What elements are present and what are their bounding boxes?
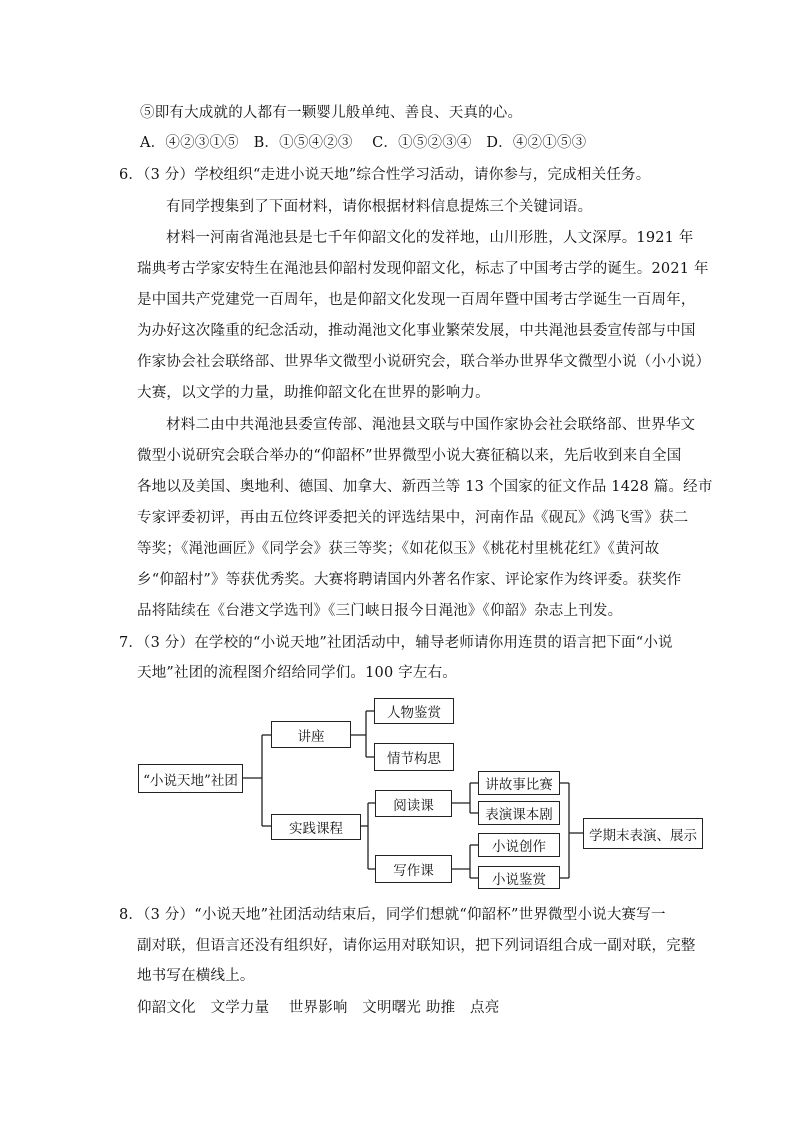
node-lecture: 讲座 bbox=[271, 721, 351, 748]
m2-line: 乡“仰韶村”》等获优秀奖。大赛将聘请国内外著名作家、评论家作为终评委。获奖作 bbox=[137, 572, 682, 588]
q8-stem-line1: 8．（3 分）“小说天地”社团活动结束后，同学们想就“仰韶杯”世界微型小说大赛写一 bbox=[119, 907, 666, 923]
q8-stem-line3: 地书写在横线上。 bbox=[137, 968, 255, 984]
m2-line: 各地以及美国、奥地利、德国、加拿大、新西兰等 13 个国家的征文作品 1428 篇。经市 bbox=[137, 479, 713, 495]
q8-word-list: 仰韶文化 文学力量 世界影响 文明曙光 助推 点亮 bbox=[137, 1000, 500, 1016]
node-plot-conception: 情节构思 bbox=[374, 743, 454, 771]
q6-intro: 有同学搜集到了下面材料，请你根据材料信息提炼三个关键词语。 bbox=[166, 199, 593, 215]
answer-options: A．④②③①⑤ B．①⑤④②③ C．①⑤②③④ D．④②①⑤③ bbox=[140, 135, 587, 151]
node-character-appreciation: 人物鉴赏 bbox=[374, 698, 454, 724]
q6-stem: 6．（3 分）学校组织“走进小说天地”综合性学习活动，请你参与，完成相关任务。 bbox=[119, 167, 651, 183]
m2-line: 材料二由中共渑池县委宣传部、渑池县文联与中国作家协会社会联络部、世界华文 bbox=[166, 417, 696, 433]
m2-line: 专家评委初评，再由五位终评委把关的评选结果中，河南作品《砚瓦》《鸿飞雪》获二 bbox=[137, 510, 689, 526]
q7-stem-line1: 7．（3 分）在学校的“小说天地”社团活动中，辅导老师请你用连贯的语言把下面“小说 bbox=[119, 635, 673, 651]
m2-line: 微型小说研究会联合举办的“仰韶杯”世界微型小说大赛征稿以来，先后收到来自全国 bbox=[137, 448, 682, 464]
node-root: “小说天地”社团 bbox=[138, 764, 243, 793]
m1-line: 瑞典考古学家安特生在渑池县仰韶村发现仰韶文化，标志了中国考古学的诞生。2021 年 bbox=[137, 261, 709, 277]
node-practice-course: 实践课程 bbox=[271, 814, 361, 840]
node-novel-appreciation: 小说鉴赏 bbox=[478, 866, 560, 889]
m2-line: 等奖；《渑池画匠》《同学会》获三等奖；《如花似玉》《桃花村里桃花红》《黄河故 bbox=[137, 541, 660, 557]
q7-stem-line2: 天地”社团的流程图介绍给同学们。100 字左右。 bbox=[137, 665, 457, 681]
node-novel-creation: 小说创作 bbox=[478, 833, 560, 857]
node-textbook-play: 表演课本剧 bbox=[478, 801, 560, 825]
m1-line: 大赛，以文学的力量，助推仰韶文化在世界的影响力。 bbox=[137, 385, 490, 401]
node-storytelling-contest: 讲故事比赛 bbox=[478, 771, 560, 795]
option-item-5: ⑤即有大成就的人都有一颗婴儿般单纯、善良、天真的心。 bbox=[140, 105, 523, 121]
q8-stem-line2: 副对联，但语言还没有组织好，请你运用对联知识，把下列词语组合成一副对联，完整 bbox=[137, 938, 696, 954]
m1-line: 是中国共产党建党一百周年，也是仰韶文化发现一百周年暨中国考古学诞生一百周年， bbox=[137, 292, 696, 308]
node-final-performance: 学期末表演、展示 bbox=[583, 818, 703, 849]
m2-line: 品将陆续在《台港文学选刊》《三门峡日报今日渑池》《仰韶》杂志上刊发。 bbox=[137, 603, 623, 619]
m1-line: 材料一河南省渑池县是七千年仰韶文化的发祥地，山川形胜，人文深厚。1921 年 bbox=[166, 230, 694, 246]
m1-line: 为办好这次隆重的纪念活动，推动渑池文化事业繁荣发展，中共渑池县委宣传部与中国 bbox=[137, 323, 696, 339]
node-reading-class: 阅读课 bbox=[375, 790, 452, 817]
node-writing-class: 写作课 bbox=[375, 855, 452, 883]
m1-line: 作家协会社会联络部、世界华文微型小说研究会，联合举办世界华文微型小说（小小说） bbox=[137, 354, 711, 370]
